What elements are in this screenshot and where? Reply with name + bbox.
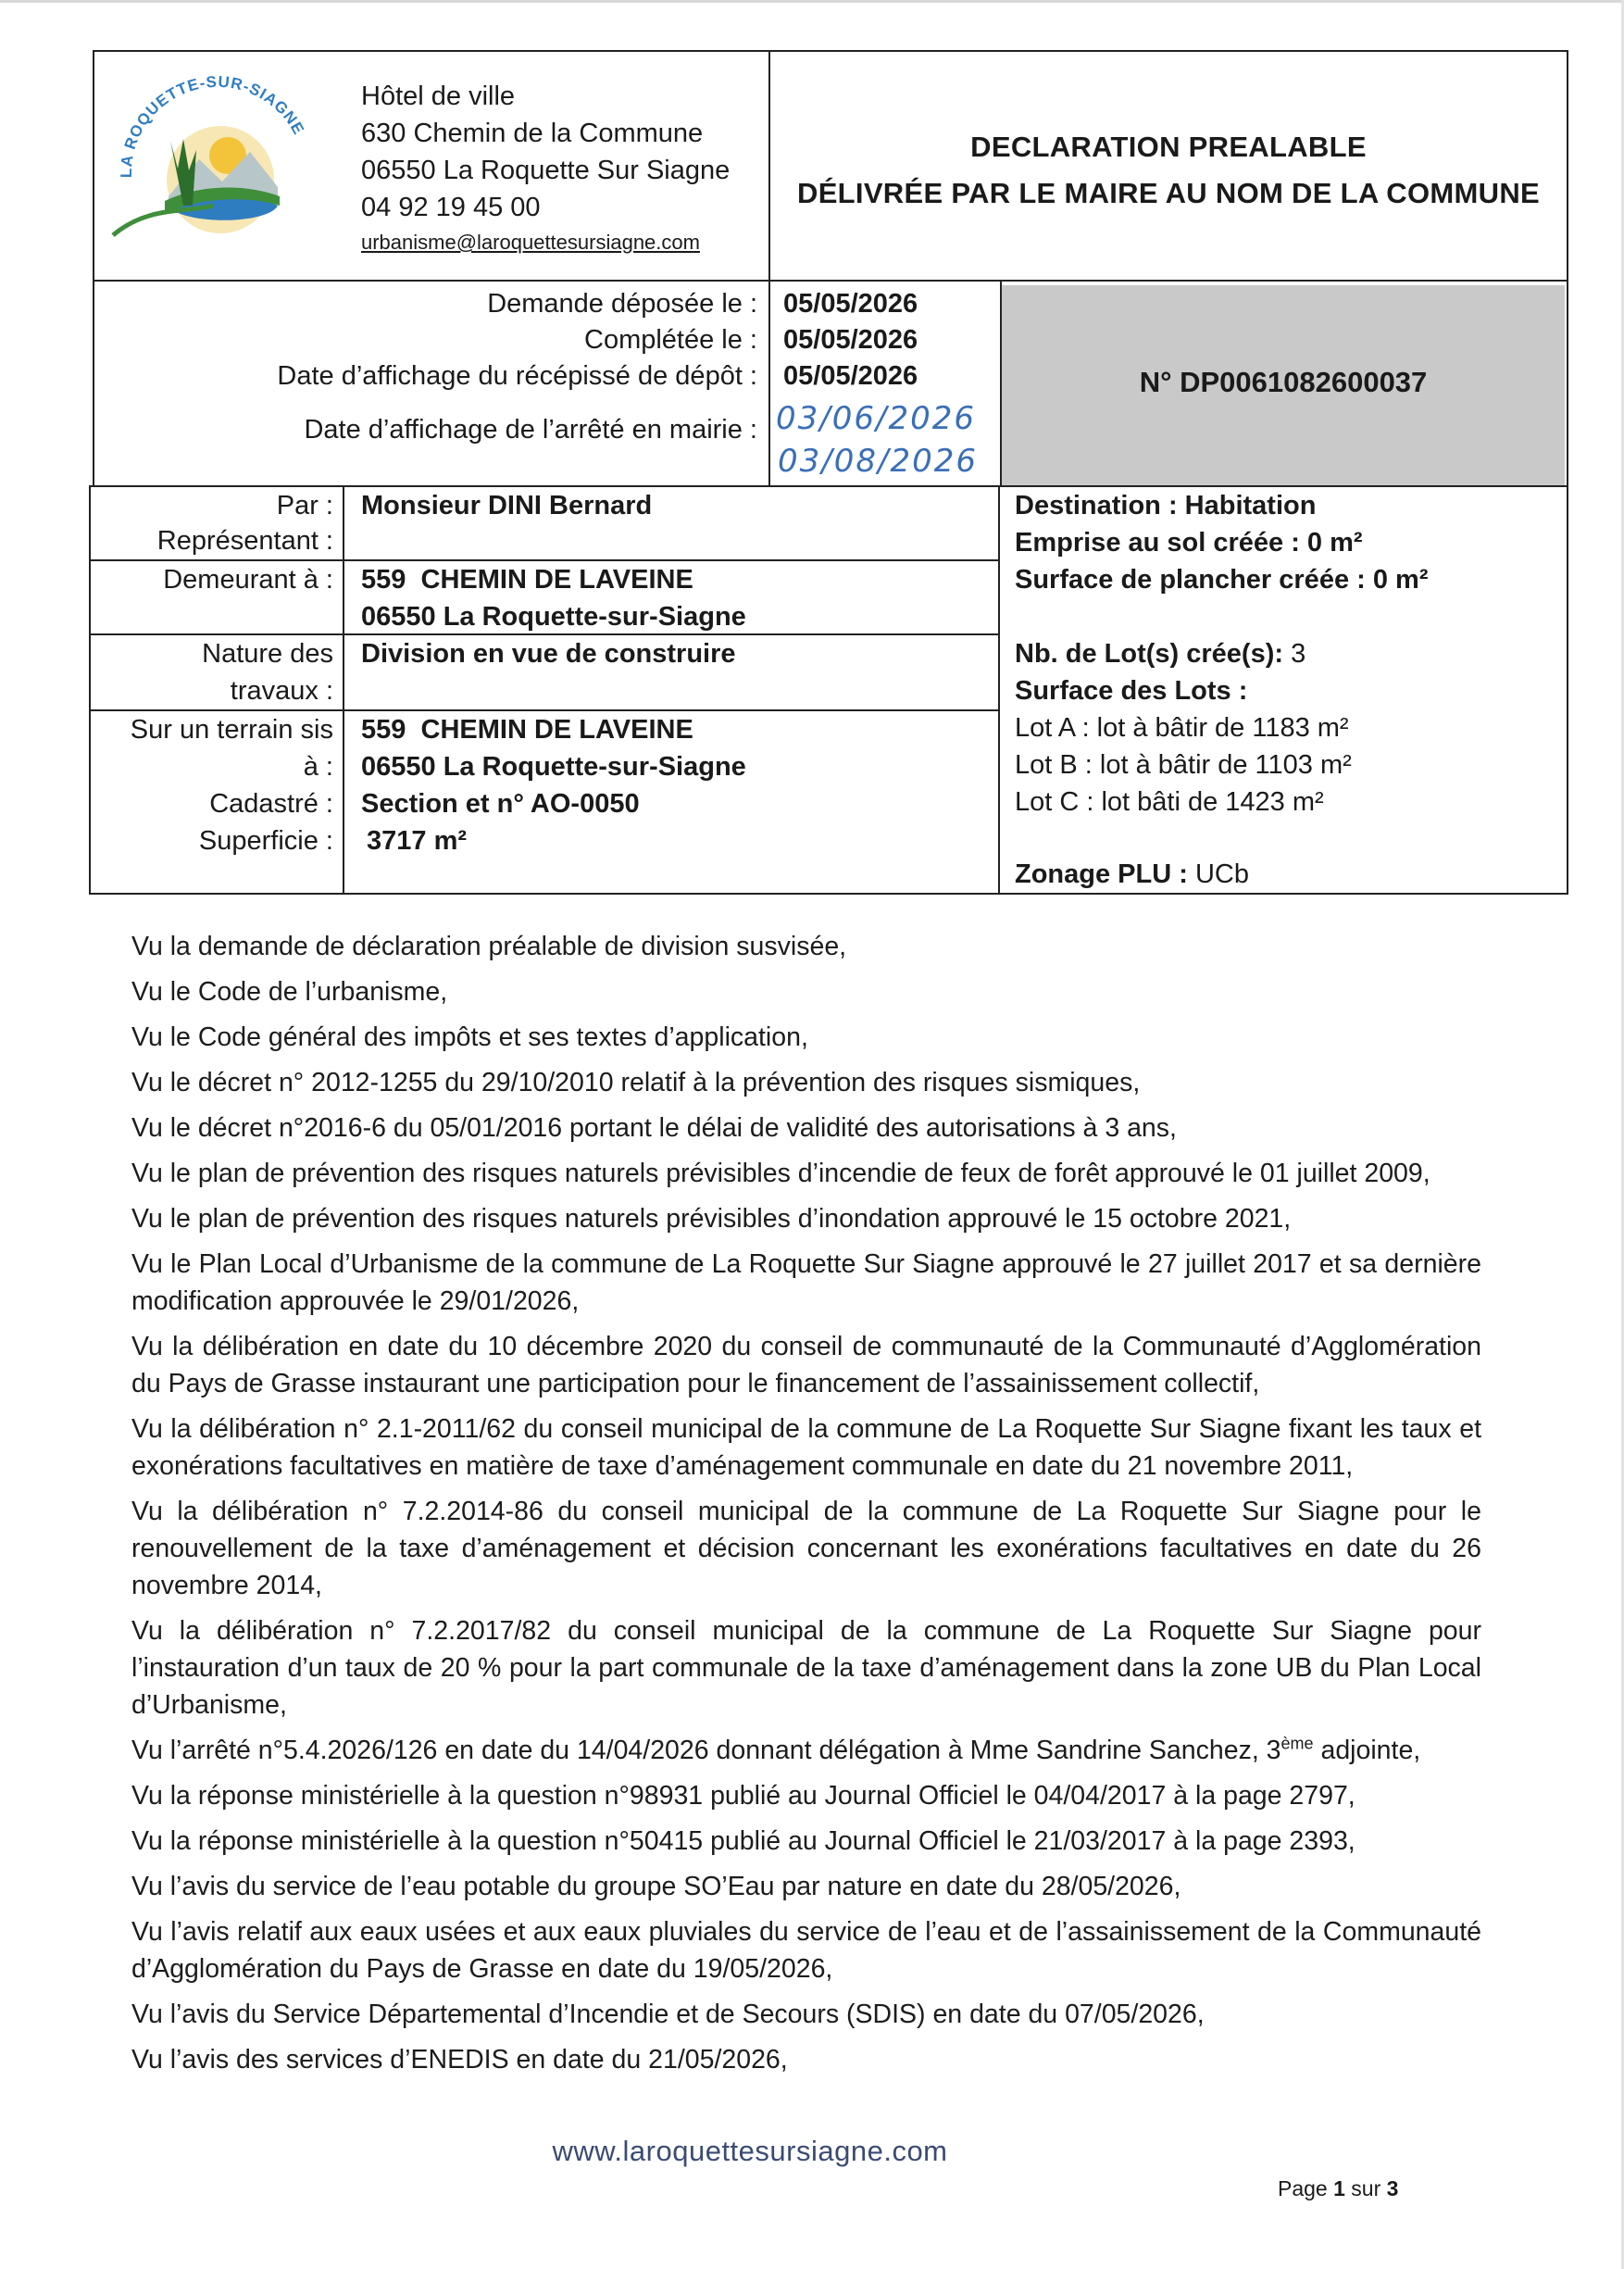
visa-item: Vu la réponse ministérielle à la question n°50415 publié au Journal Officiel le 21/03/2017 à la page 2393, [131,1826,1355,1856]
visa-item: Vu le plan de prévention des risques naturels prévisibles d’incendie de feux de forêt approuvé le 01 juillet 2009, [131,1159,1430,1188]
page-mid: sur [1344,2176,1387,2200]
visa-item: Vu la demande de déclaration préalable de division susvisée, [131,932,847,961]
nature-label-2: travaux : [230,676,333,706]
visa-item: Vu la réponse ministérielle à la question n°98931 publié au Journal Officiel le 04/04/2017 à la page 2797, [131,1781,1355,1811]
recepisse-value: 05/05/2026 [783,361,918,391]
emprise-au-sol: Emprise au sol créée : 0 m² [1015,528,1363,558]
address-line: 630 Chemin de la Commune [361,119,704,148]
cadastre-value: Section et n° AO-0050 [361,789,640,819]
zonage-plu [1015,856,1249,893]
visas-list [131,928,1481,2087]
delegation-text: Vu l’arrêté n°5.4.2026/126 en date du 14/04/2026 donnant délégation à Mme Sandrine Sanchez, 3 [131,1736,1281,1765]
visa-item: Vu la délibération n° 7.2.2014-86 du conseil municipal de la commune de La Roquette Sur Siagne pour le renouvellement de la taxe d’aménagement et décision concernant les exonérations facultatives en date du 26 novembre 2014, [131,1497,1481,1600]
nature-label-1: Nature des [202,639,333,669]
lot-b: Lot B : lot à bâtir de 1103 m² [1015,750,1352,780]
visa-item: Vu l’avis du service de l’eau potable du groupe SO’Eau par nature en date du 28/05/2026, [131,1872,1181,1901]
email-link[interactable]: urbanisme@laroquettesursiagne.com [361,231,700,254]
terrain-line-1: 559 CHEMIN DE LAVEINE [361,715,693,745]
commune-logo [111,67,324,238]
visa-item: Vu la délibération n° 2.1-2011/62 du conseil municipal de la commune de La Roquette Sur Siagne fixant les taux et exonérations facultatives en matière de taxe d’aménagement communale en date du 21 novembre 2011, [131,1414,1481,1481]
dossier-number: N° DP0061082600037 [1139,366,1428,398]
terrain-label-2: à : [303,752,333,782]
phone-number: 04 92 19 45 00 [361,193,541,222]
visa-item: Vu le décret n°2016-6 du 05/01/2016 portant le délai de validité des autorisations à 3 ans, [131,1113,1177,1143]
nb-lots [1015,635,1305,672]
delegation-end: adjointe, [1313,1736,1421,1765]
terrain-label-1: Sur un terrain sis [130,715,333,745]
cadastre-label: Cadastré : [209,789,333,819]
par-value: Monsieur DINI Bernard [361,491,653,520]
completee-label: Complétée le : [584,325,757,355]
website-link[interactable]: www.laroquettesursiagne.com [552,2135,948,2167]
representant-label: Représentant : [156,526,333,556]
completee-value: 05/05/2026 [783,325,918,355]
title-line-1: DECLARATION PREALABLE [970,131,1367,163]
page-number [1278,2176,1398,2201]
logo-text: LA ROQUETTE-SUR-SIAGNE [117,72,308,179]
visa-item: Vu l’avis relatif aux eaux usées et aux eaux pluviales du service de l’eau et de l’assainissement de la Communauté d’Agglomération du Pays de Grasse en date du 19/05/2026, [131,1917,1481,1984]
arrete-label: Date d’affichage de l’arrêté en mairie : [304,415,757,445]
visa-item: Vu la délibération en date du 10 décembre 2020 du conseil de communauté de la Communauté d’Agglomération du Pays de Grasse instaurant une participation pour le financement de l’assainissement collectif, [131,1332,1481,1398]
visa-item: Vu le Plan Local d’Urbanisme de la commune de La Roquette Sur Siagne approuvé le 27 juillet 2017 et sa dernière modification approuvée le 29/01/2026, [131,1249,1481,1316]
document-title [770,124,1567,217]
superficie-label: Superficie : [198,826,333,856]
demeurant-line-2: 06550 La Roquette-sur-Siagne [361,602,746,632]
nb-lots-value: 3 [1291,639,1306,669]
deposee-label: Demande déposée le : [487,289,757,319]
arrete-handwritten-date-2: 03/08/2026 [778,443,978,480]
nature-value: Division en vue de construire [361,639,736,669]
visa-item: Vu le plan de prévention des risques naturels prévisibles d’inondation approuvé le 15 octobre 2021, [131,1204,1292,1234]
page-prefix: Page [1278,2176,1334,2200]
dates-divider-1 [768,280,770,487]
zonage-label: Zonage PLU : [1015,859,1188,889]
applicant-col-divider-2 [998,485,1000,895]
demeurant-line-1: 559 CHEMIN DE LAVEINE [361,565,693,595]
visa-item-delegation [131,1732,1481,1769]
visa-item: Vu la délibération n° 7.2.2017/82 du conseil municipal de la commune de La Roquette Sur Siagne pour l’instauration d’un taux de 20 % pour la part communale de la taxe d’aménagement dans la zone UB du Plan Local d’Urbanisme, [131,1616,1481,1720]
applicant-col-divider-1 [343,485,344,895]
zonage-value: UCb [1194,859,1249,889]
visa-item: Vu l’avis du Service Départemental d’Incendie et de Secours (SDIS) en date du 07/05/2026, [131,1999,1205,2029]
terrain-line-2: 06550 La Roquette-sur-Siagne [361,752,746,782]
page-current: 1 [1333,2176,1345,2200]
visa-item: Vu le Code général des impôts et ses textes d’application, [131,1022,808,1052]
visa-item: Vu le décret n° 2012-1255 du 29/10/2010 relatif à la prévention des risques sismiques, [131,1068,1141,1097]
recepisse-label: Date d’affichage du récépissé de dépôt : [277,361,757,391]
surface-plancher: Surface de plancher créée : 0 m² [1015,565,1429,595]
superficie-value: 3717 m² [367,826,468,856]
scan-edge-top [0,0,1624,3]
visa-item: Vu l’avis des services d’ENEDIS en date du 21/05/2026, [131,2045,788,2075]
par-label: Par : [276,491,333,520]
address-line: 06550 La Roquette Sur Siagne [361,156,731,185]
title-line-2: DÉLIVRÉE PAR LE MAIRE AU NOM DE LA COMMUNE [797,177,1540,209]
destination: Destination : Habitation [1015,491,1317,520]
deposee-value: 05/05/2026 [783,289,918,319]
arrete-handwritten-date-1: 03/06/2026 [776,400,976,437]
delegation-superscript: ème [1280,1734,1314,1753]
lot-a: Lot A : lot à bâtir de 1183 m² [1015,713,1349,743]
lot-c: Lot C : lot bâti de 1423 m² [1015,787,1324,817]
town-hall-address [361,78,730,257]
visa-item: Vu le Code de l’urbanisme, [131,977,448,1007]
address-line: Hôtel de ville [361,81,516,111]
demeurant-label: Demeurant à : [163,565,333,595]
nb-lots-label: Nb. de Lot(s) crée(s): [1015,639,1284,669]
page-total: 3 [1386,2176,1399,2200]
surface-lots-label: Surface des Lots : [1015,676,1248,706]
